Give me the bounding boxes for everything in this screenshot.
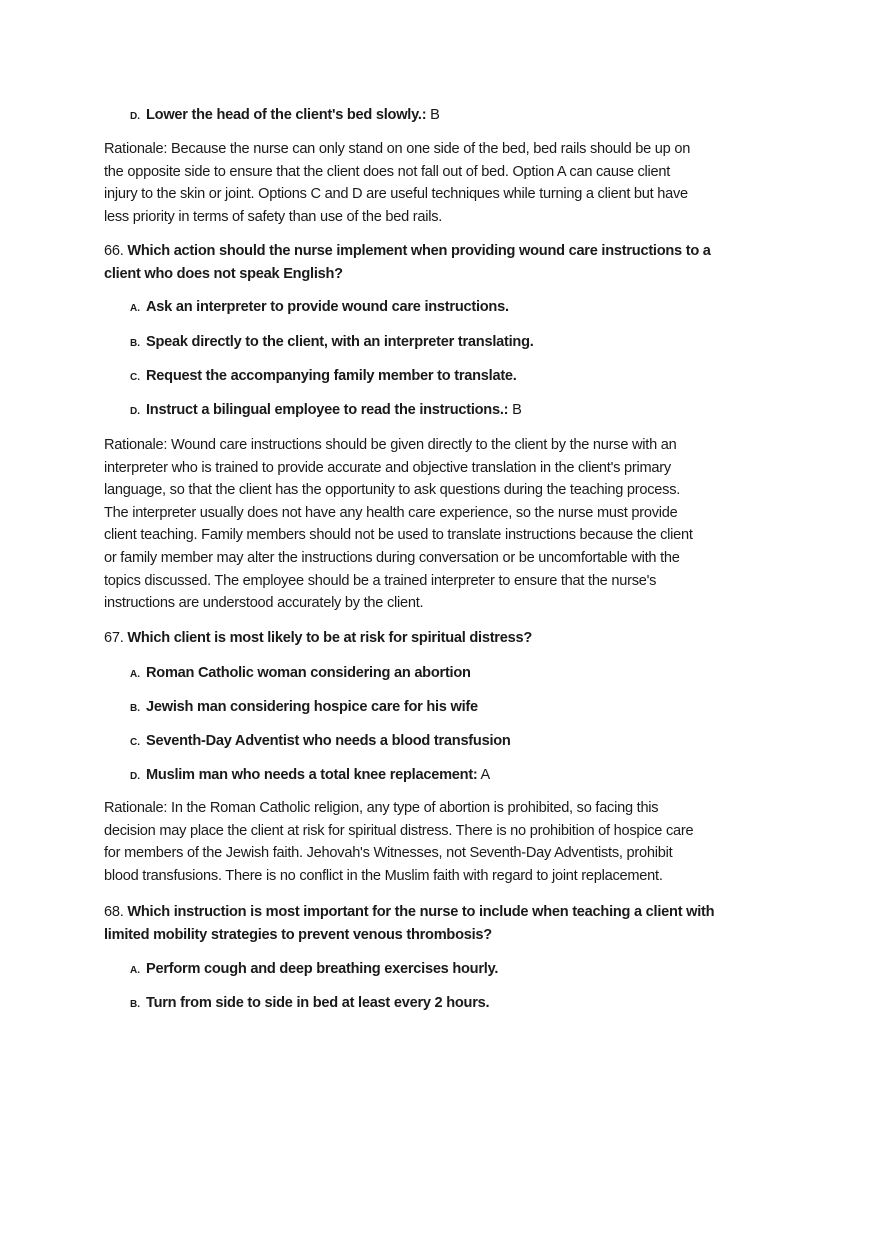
- question-line: [104, 242, 711, 260]
- option-letter: B.: [130, 703, 140, 714]
- question-text: Which action should the nurse implement when providing wound care instructions to a: [127, 243, 711, 259]
- correct-answer: B: [512, 402, 522, 418]
- question-line: [104, 629, 532, 647]
- option-text: Seventh-Day Adventist who needs a blood transfusion: [146, 733, 511, 749]
- question-number: 67.: [104, 630, 124, 646]
- option-letter: C.: [130, 737, 140, 748]
- option-text: Muslim man who needs a total knee replacement:: [146, 767, 478, 783]
- option-text: Ask an interpreter to provide wound care instructions.: [146, 299, 509, 315]
- option-text: Roman Catholic woman considering an abortion: [146, 665, 471, 681]
- answer-option: [130, 106, 440, 126]
- rationale-line: instructions are understood accurately by the client.: [104, 595, 424, 612]
- rationale-line: less priority in terms of safety than use of the bed rails.: [104, 208, 443, 225]
- answer-option: [130, 367, 517, 387]
- rationale-line: client teaching. Family members should not be used to translate instructions because the client: [104, 527, 693, 544]
- option-letter: A.: [130, 669, 140, 680]
- question-text: Which instruction is most important for the nurse to include when teaching a client with: [127, 904, 715, 920]
- rationale-line: topics discussed. The employee should be a trained interpreter to ensure that the nurse's: [104, 572, 657, 589]
- question-text: Which client is most likely to be at risk for spiritual distress?: [127, 630, 533, 646]
- option-text: Lower the head of the client's bed slowly.:: [146, 107, 427, 123]
- option-text: Speak directly to the client, with an interpreter translating.: [146, 334, 534, 350]
- question-text: client who does not speak English?: [104, 265, 343, 282]
- option-text: Perform cough and deep breathing exercises hourly.: [146, 961, 499, 977]
- answer-option: [130, 960, 498, 980]
- rationale-line: Rationale: In the Roman Catholic religion, any type of abortion is prohibited, so facing this: [104, 800, 659, 816]
- rationale-line: injury to the skin or joint. Options C and D are useful techniques while turning a client but have: [104, 186, 688, 203]
- option-letter: D.: [130, 406, 140, 417]
- rationale-line: Rationale: Because the nurse can only stand on one side of the bed, bed rails should be up on: [104, 141, 691, 157]
- answer-option: [130, 732, 511, 752]
- option-letter: A.: [130, 303, 140, 314]
- rationale-line: Rationale: Wound care instructions should be given directly to the client by the nurse with an: [104, 437, 677, 453]
- question-text: limited mobility strategies to prevent venous thrombosis?: [104, 926, 492, 943]
- answer-option: [130, 333, 534, 353]
- question-number: 68.: [104, 904, 124, 920]
- rationale-line: decision may place the client at risk for spiritual distress. There is no prohibition of hospice care: [104, 822, 694, 839]
- rationale-line: The interpreter usually does not have any health care experience, so the nurse must provide: [104, 504, 678, 521]
- question-line: [104, 926, 492, 944]
- answer-option: [130, 994, 489, 1014]
- answer-option: [130, 766, 490, 786]
- rationale-line: blood transfusions. There is no conflict in the Muslim faith with regard to joint replacement.: [104, 867, 663, 884]
- correct-answer: B: [430, 107, 440, 123]
- option-letter: A.: [130, 965, 140, 976]
- option-letter: C.: [130, 372, 140, 383]
- answer-option: [130, 698, 478, 718]
- option-text: Jewish man considering hospice care for his wife: [146, 699, 478, 715]
- answer-option: [130, 298, 509, 318]
- option-text: Instruct a bilingual employee to read the instructions.:: [146, 402, 509, 418]
- answer-option: [130, 401, 522, 421]
- rationale-line: the opposite side to ensure that the client does not fall out of bed. Option A can cause client: [104, 163, 671, 180]
- answer-option: [130, 664, 471, 684]
- question-line: [104, 903, 714, 921]
- rationale-line: language, so that the client has the opportunity to ask questions during the teaching process.: [104, 482, 681, 499]
- rationale-line: interpreter who is trained to provide accurate and objective translation in the client's primary: [104, 459, 671, 476]
- option-text: Request the accompanying family member to translate.: [146, 368, 517, 384]
- option-letter: B.: [130, 338, 140, 349]
- question-number: 66.: [104, 243, 124, 259]
- option-letter: D.: [130, 771, 140, 782]
- option-letter: D.: [130, 111, 140, 122]
- correct-answer: A: [480, 767, 491, 783]
- option-letter: B.: [130, 999, 140, 1010]
- rationale-line: or family member may alter the instructions during conversation or be uncomfortable with the: [104, 550, 680, 566]
- question-line: [104, 265, 343, 283]
- rationale-line: for members of the Jewish faith. Jehovah's Witnesses, not Seventh-Day Adventists, prohibit: [104, 845, 673, 862]
- option-text: Turn from side to side in bed at least every 2 hours.: [146, 995, 490, 1011]
